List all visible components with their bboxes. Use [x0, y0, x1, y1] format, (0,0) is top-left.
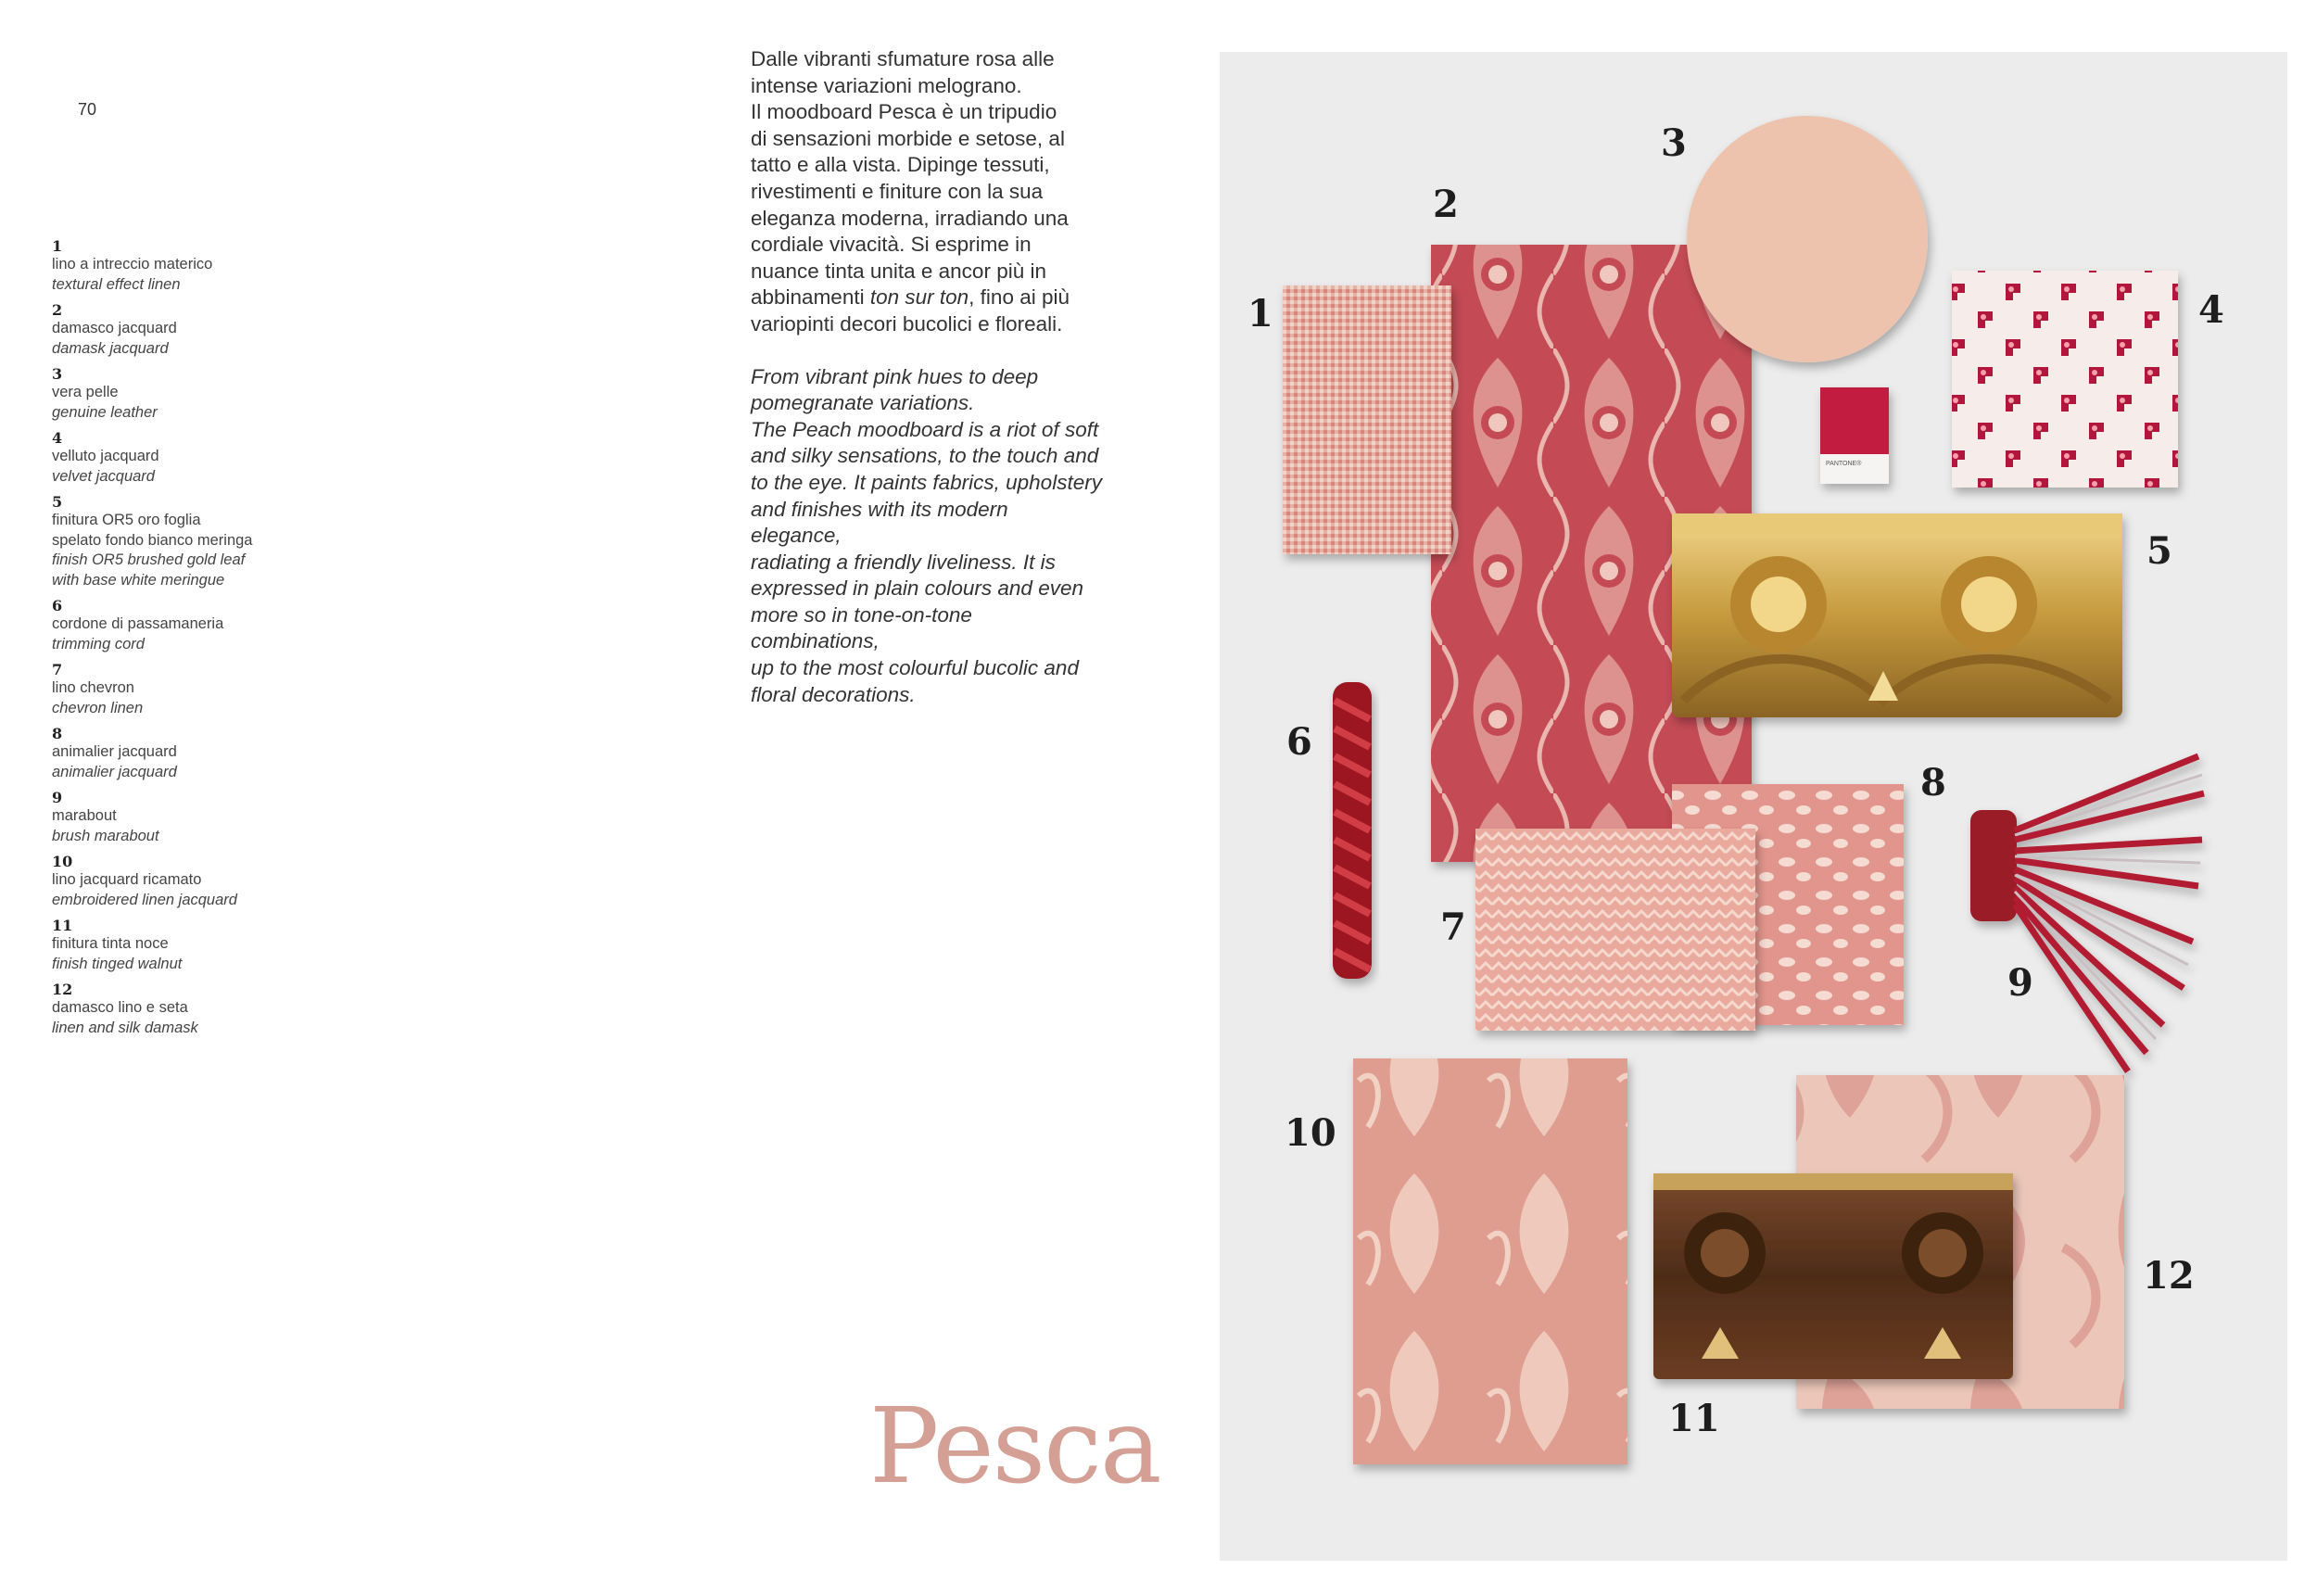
legend-english: chevron linen: [52, 699, 144, 716]
intro-line: expressed in plain colours and even: [751, 576, 1083, 601]
legend-english: embroidered linen jacquard: [52, 891, 237, 908]
legend-number: 8: [52, 725, 63, 742]
legend-italian: damasco jacquard: [52, 320, 177, 336]
swatch-embroidered-linen-jacquard: [1353, 1058, 1627, 1464]
legend-english: animalier jacquard: [52, 763, 177, 780]
moodboard-photo: [1220, 52, 2287, 1561]
legend-english: trimming cord: [52, 635, 145, 652]
moodboard-title: Pesca: [869, 1387, 1160, 1507]
legend-italian: lino a intreccio materico: [52, 256, 213, 272]
legend-number: 9: [52, 789, 63, 806]
legend-item: [52, 661, 330, 718]
pantone-label: PANTONE®: [1826, 461, 1862, 467]
legend-italian: marabout: [52, 807, 117, 824]
legend-italian: damasco lino e seta: [52, 999, 188, 1016]
legend-italian: finitura OR5 oro foglia: [52, 512, 201, 528]
board-number: 4: [2198, 288, 2224, 332]
pantone-chip: [1820, 387, 1889, 484]
swatch-velvet-jacquard: [1952, 271, 2178, 488]
intro-line: and finishes with its modern elegance,: [751, 497, 1008, 548]
intro-line: Dalle vibranti sfumature rosa alle: [751, 47, 1055, 70]
legend-number: 6: [52, 597, 63, 614]
intro-text: [751, 46, 1103, 708]
legend-item: [52, 301, 330, 359]
intro-line: radiating a friendly liveliness. It is: [751, 550, 1056, 574]
intro-emphasis: ton sur ton: [869, 285, 969, 310]
board-number: 5: [2146, 529, 2172, 573]
intro-line-part: , fino ai più: [969, 285, 1070, 310]
legend-italian: finitura tinta noce: [52, 935, 169, 952]
legend-number: 2: [52, 301, 63, 319]
legend-item: [52, 917, 330, 974]
intro-line: From vibrant pink hues to deep: [751, 364, 1039, 388]
legend-number: 1: [52, 237, 63, 255]
legend-item: [52, 429, 330, 487]
marabout-tassel: [1970, 756, 2204, 1071]
moodboard-illustration: [1220, 52, 2287, 1561]
legend-number: 4: [52, 429, 63, 447]
legend-item: [52, 493, 330, 590]
page-number: 70: [78, 100, 97, 119]
legend-item: [52, 981, 330, 1038]
board-number: 8: [1920, 761, 1946, 804]
intro-line: nuance tinta unita e ancor più in: [751, 259, 1046, 283]
intro-english-paragraph: [751, 364, 1103, 709]
board-number: 7: [1440, 906, 1466, 949]
intro-line: The Peach moodboard is a riot of soft: [751, 417, 1099, 441]
legend-english: genuine leather: [52, 403, 158, 421]
legend-item: [52, 237, 330, 295]
board-number: 10: [1285, 1111, 1336, 1155]
board-number: 9: [2007, 961, 2033, 1005]
legend-english: finish OR5 brushed gold leaf: [52, 551, 246, 568]
legend-number: 10: [52, 853, 73, 870]
legend-item: [52, 365, 330, 423]
legend-italian-line2: spelato fondo bianco meringa: [52, 531, 253, 549]
board-number: 12: [2143, 1254, 2195, 1298]
intro-line: variopinti decori bucolici e floreali.: [751, 311, 1063, 336]
legend-english: brush marabout: [52, 827, 159, 844]
legend-english: damask jacquard: [52, 339, 169, 357]
legend-number: 12: [52, 981, 73, 998]
swatch-genuine-leather: [1687, 116, 1928, 362]
swatch-chevron-linen: [1475, 829, 1755, 1031]
legend-english: textural effect linen: [52, 275, 181, 293]
intro-line: rivestimenti e finiture con la sua: [751, 179, 1044, 203]
legend-english: velvet jacquard: [52, 467, 155, 485]
intro-line: pomegranate variations.: [751, 391, 975, 415]
frame-gold-leaf: [1672, 513, 2122, 717]
legend-italian: cordone di passamaneria: [52, 615, 224, 632]
legend-item: [52, 789, 330, 846]
frame-walnut: [1653, 1173, 2013, 1379]
legend-number: 11: [52, 917, 73, 934]
intro-line-part: abbinamenti: [751, 285, 870, 310]
intro-line: up to the most colourful bucolic and: [751, 656, 1079, 680]
legend-item: [52, 725, 330, 782]
board-number: 2: [1433, 183, 1459, 226]
legend-item: [52, 597, 330, 654]
swatch-textural-linen: [1283, 285, 1451, 554]
intro-line: and silky sensations, to the touch and: [751, 444, 1099, 468]
materials-legend: [52, 237, 330, 1045]
intro-line: floral decorations.: [751, 682, 916, 706]
legend-item: [52, 853, 330, 910]
board-number: 6: [1286, 720, 1312, 764]
legend-number: 3: [52, 365, 63, 383]
intro-line: di sensazioni morbide e setose, al: [751, 126, 1065, 150]
legend-english-line2: with base white meringue: [52, 571, 225, 589]
intro-line: more so in tone-on-tone combinations,: [751, 602, 972, 653]
intro-line: tatto e alla vista. Dipinge tessuti,: [751, 153, 1050, 177]
intro-line: cordiale vivacità. Si esprime in: [751, 233, 1032, 257]
legend-italian: velluto jacquard: [52, 448, 159, 464]
trimming-cord: [1333, 682, 1372, 979]
legend-italian: lino jacquard ricamato: [52, 871, 202, 888]
legend-english: finish tinged walnut: [52, 955, 183, 972]
intro-line: Il moodboard Pesca è un tripudio: [751, 100, 1057, 124]
legend-number: 5: [52, 493, 63, 511]
intro-line: eleganza moderna, irradiando una: [751, 206, 1069, 230]
legend-italian: animalier jacquard: [52, 743, 177, 760]
intro-italian-paragraph: [751, 46, 1103, 338]
board-number: 3: [1661, 121, 1687, 165]
board-number: 1: [1247, 292, 1273, 336]
legend-number: 7: [52, 661, 63, 678]
board-number: 11: [1668, 1397, 1720, 1440]
legend-english: linen and silk damask: [52, 1019, 198, 1036]
intro-line: intense variazioni melograno.: [751, 73, 1022, 97]
intro-line: to the eye. It paints fabrics, upholstery: [751, 470, 1102, 494]
legend-italian: vera pelle: [52, 384, 119, 400]
legend-italian: lino chevron: [52, 679, 134, 696]
